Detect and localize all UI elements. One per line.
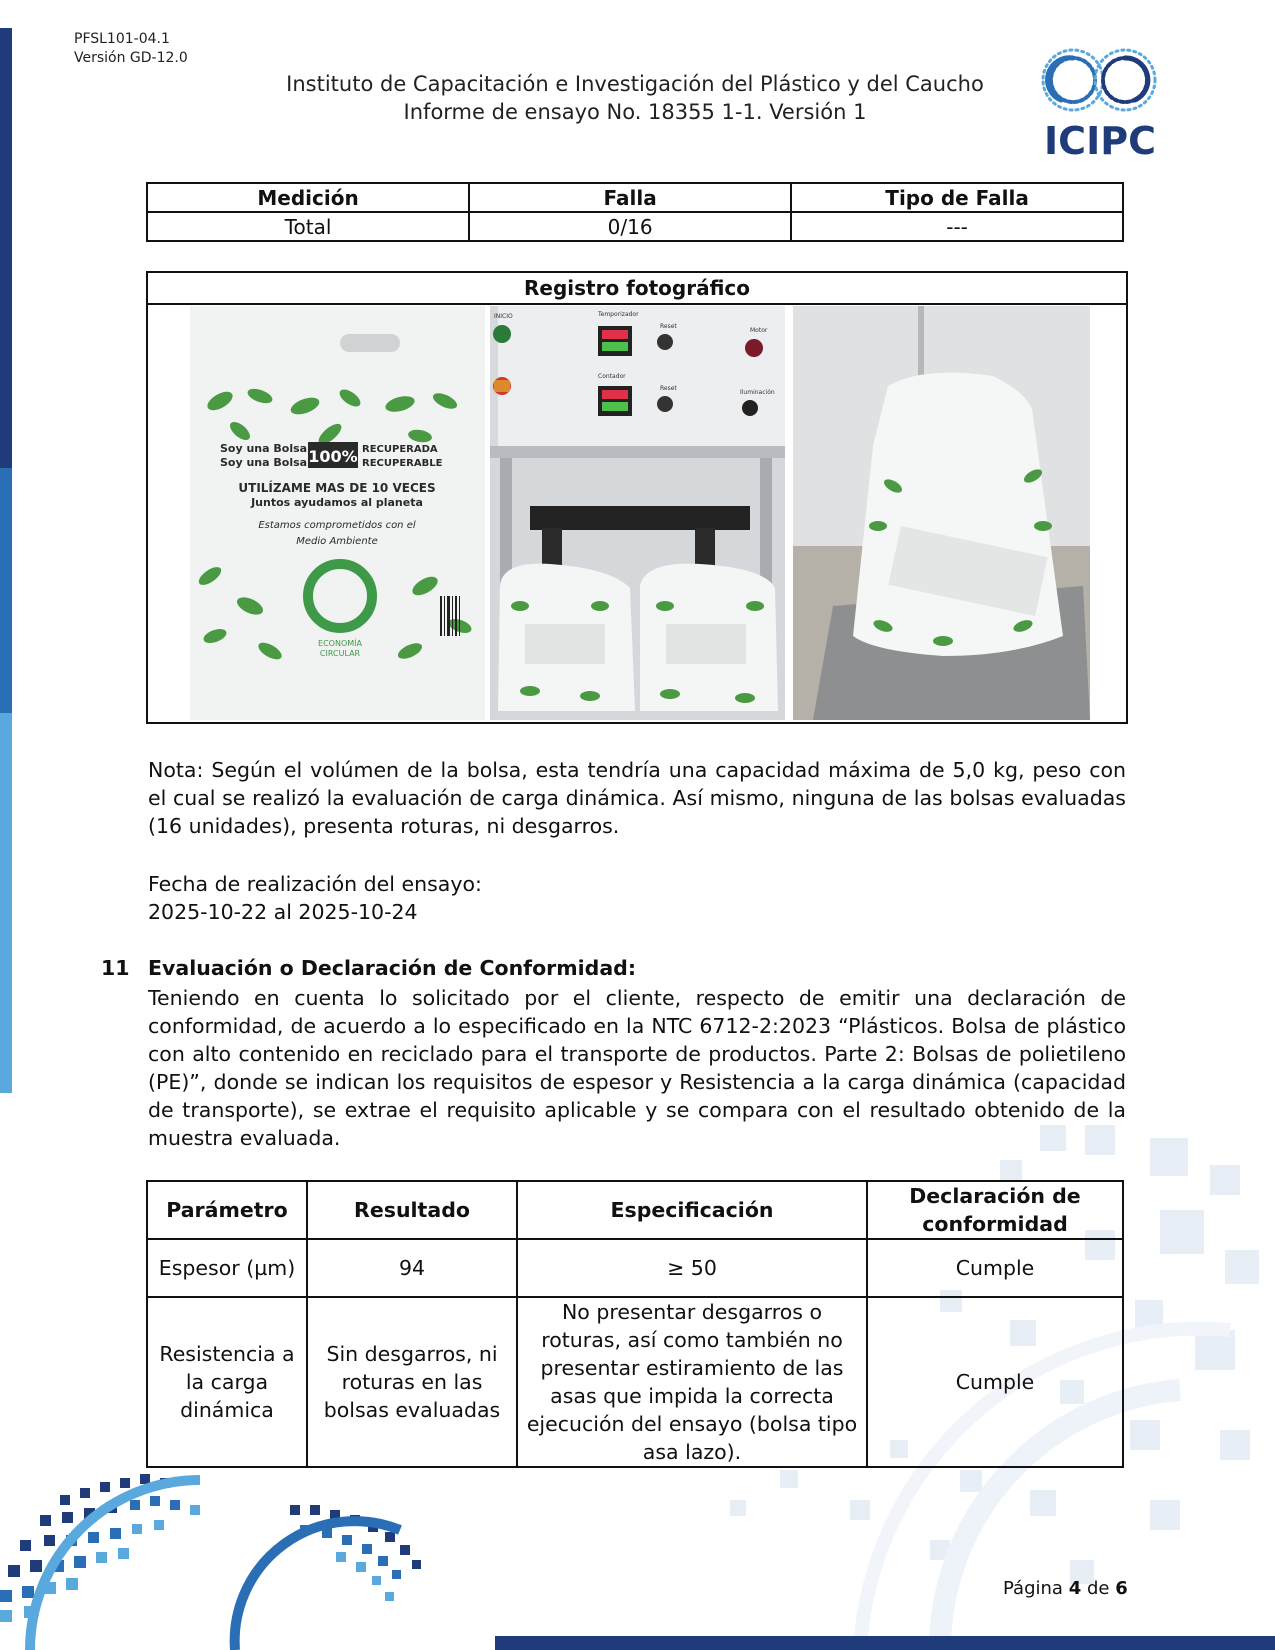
- photo-bag-front: [190, 306, 485, 720]
- page-of: de: [1086, 1578, 1110, 1599]
- institute-name: Instituto de Capacitación e Investigación del Plástico y del Caucho: [286, 72, 984, 96]
- section-body: Teniendo en cuenta lo solicitado por el cliente, respecto de emitir una declaración de conformidad, de acuerdo a lo especificado en la NTC 6712-2:2023 “Plásticos. Bolsa de plástico con alto contenido en reciclado para el transporte de productos. Parte 2: Bolsas de polietileno (PE)”, donde se indican los requisitos de espesor y Resistencia a la carga dinámica (capacidad de transporte), se extrae el requisito aplicable y se compara con el resultado obtenido de la muestra evaluada.: [148, 986, 1126, 1150]
- page-number: [1003, 1578, 1128, 1599]
- photo-record: [146, 271, 1128, 724]
- bag1-pct: 100%: [308, 447, 358, 466]
- table-row: [147, 1239, 1123, 1297]
- failure-table: [146, 182, 1124, 242]
- cell-specification: ≥ 50: [517, 1239, 867, 1297]
- header-parametro: Parámetro: [147, 1181, 307, 1239]
- machine-label-inicio: INICIO: [494, 313, 513, 320]
- cell-parameter: Espesor (µm): [147, 1239, 307, 1297]
- machine-label-contador: Contador: [598, 373, 626, 380]
- cell-failure-type: ---: [791, 212, 1123, 241]
- machine-label-reset: Reset: [660, 323, 677, 330]
- document-code-block: [74, 30, 188, 68]
- header-resultado: Resultado: [307, 1181, 517, 1239]
- conformity-table-header: [147, 1181, 1123, 1239]
- test-date-value: 2025-10-22 al 2025-10-24: [148, 900, 418, 924]
- bag1-rec1: RECUPERADA: [362, 444, 438, 455]
- header-falla: Falla: [469, 183, 791, 212]
- header-especificacion: Especificación: [517, 1181, 867, 1239]
- bag1-commit2: Medio Ambiente: [296, 536, 378, 547]
- machine-label-ilum: Iluminación: [740, 389, 775, 396]
- section-number: 11: [101, 956, 130, 980]
- bag1-eco2: CIRCULAR: [319, 649, 361, 658]
- logo-rings-icon: [1025, 42, 1175, 162]
- photo-bag-loaded: [793, 306, 1090, 720]
- cell-total: Total: [147, 212, 469, 241]
- cell-declaration: Cumple: [867, 1297, 1123, 1467]
- footer-bar: [495, 1636, 1275, 1650]
- bag1-line1a: Soy una Bolsa: [220, 442, 308, 455]
- bag1-eco1: ECONOMÍA: [318, 639, 362, 648]
- machine-label-reset2: Reset: [660, 385, 677, 392]
- section-title: Evaluación o Declaración de Conformidad:: [148, 956, 637, 980]
- table-row: [147, 1297, 1123, 1467]
- test-date: [148, 870, 748, 926]
- failure-table-header: [147, 183, 1123, 212]
- bag1-rec2: RECUPERABLE: [362, 458, 443, 469]
- table-row: [147, 212, 1123, 241]
- cell-result: Sin desgarros, ni roturas en las bolsas evaluadas: [307, 1297, 517, 1467]
- header-title-block: [230, 70, 1040, 126]
- photo-record-caption: Registro fotográfico: [148, 273, 1126, 305]
- bag1-use: UTILÍZAME MAS DE 10 VECES: [238, 481, 436, 495]
- header-declaracion: Declaración de conformidad: [867, 1181, 1123, 1239]
- cell-specification: No presentar desgarros o roturas, así como también no presentar estiramiento de las asas que impida la correcta ejecución del ensayo (bolsa tipo asa lazo).: [517, 1297, 867, 1467]
- doc-version: Versión GD-12.0: [74, 50, 188, 66]
- header-tipo-falla: Tipo de Falla: [791, 183, 1123, 212]
- page-current: 4: [1068, 1578, 1082, 1599]
- doc-code: PFSL101-04.1: [74, 31, 170, 47]
- bag1-line1b: Soy una Bolsa: [220, 456, 308, 469]
- report-number: Informe de ensayo No. 18355 1-1. Versión 1: [403, 100, 867, 124]
- icipc-logo: [1025, 42, 1175, 162]
- cell-result: 94: [307, 1239, 517, 1297]
- cell-failures: 0/16: [469, 212, 791, 241]
- logo-text: ICIPC: [1044, 119, 1156, 162]
- header-medicion: Medición: [147, 183, 469, 212]
- photo-test-machine: [490, 306, 785, 720]
- cell-declaration: Cumple: [867, 1239, 1123, 1297]
- test-date-label: Fecha de realización del ensayo:: [148, 872, 482, 896]
- bag1-together: Juntos ayudamos al planeta: [251, 496, 423, 509]
- conformity-table: [146, 1180, 1124, 1468]
- note-paragraph: Nota: Según el volúmen de la bolsa, esta tendría una capacidad máxima de 5,0 kg, peso con el cual se realizó la evaluación de carga dinámica. Así mismo, ninguna de las bolsas evaluadas (16 unidades), presenta roturas, ni desgarros.: [148, 758, 1126, 838]
- cell-parameter: Resistencia a la carga dinámica: [147, 1297, 307, 1467]
- machine-label-temp: Temporizador: [598, 311, 639, 318]
- page-label: Página: [1003, 1578, 1063, 1599]
- page-total: 6: [1115, 1578, 1128, 1599]
- bag1-commit1: Estamos comprometidos con el: [258, 520, 416, 531]
- machine-label-motor: Motor: [750, 327, 768, 334]
